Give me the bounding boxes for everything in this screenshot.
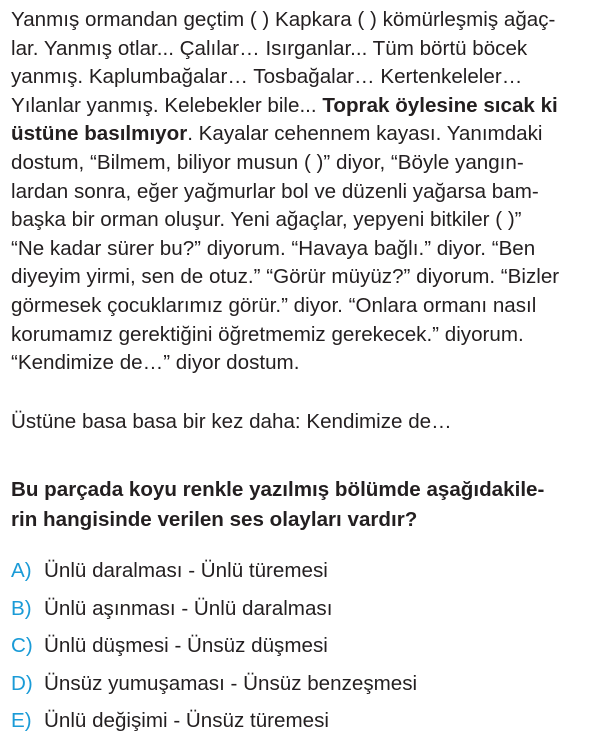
option-text: Ünlü daralması - Ünlü türemesi [44, 559, 328, 582]
passage-text: “Kendimize de…” diyor dostum. [11, 351, 300, 375]
passage-text: “Ne kadar sürer bu?” diyorum. “Havaya bağlı.” diyor. “Ben [11, 236, 536, 260]
passage-line [11, 63, 601, 92]
question-stem [11, 475, 544, 535]
passage-text: lardan sonra, eğer yağmurlar bol ve düzenli yağarsa bam- [11, 179, 539, 203]
passage-line [11, 6, 601, 35]
reading-passage [11, 6, 601, 378]
option-e[interactable] [11, 706, 417, 744]
passage-text: yanmış. Kaplumbağalar… Tosbağalar… Kertenkeleler… [11, 65, 523, 89]
option-letter: B) [11, 596, 32, 620]
passage-line [11, 263, 601, 292]
passage-text: dostum, “Bilmem, biliyor musun ( )” diyor, “Böyle yangın- [11, 150, 524, 174]
passage-line [11, 349, 601, 378]
option-letter: D) [11, 671, 33, 695]
passage-text: Yanmış ormandan geçtim ( ) Kapkara ( ) kömürleşmiş ağaç- [11, 8, 556, 31]
question-line: rin hangisinde verilen ses olayları vardır? [11, 508, 418, 531]
option-d[interactable] [11, 669, 417, 707]
option-text: Ünlü değişimi - Ünsüz türemesi [44, 709, 329, 732]
answer-options [11, 556, 417, 744]
passage-line [11, 321, 601, 350]
passage-text: . Kayalar cehennem kayası. Yanımdaki [187, 122, 543, 146]
passage-text: diyeyim yirmi, sen de otuz.” “Görür müyüz?” diyorum. “Bizler [11, 265, 560, 289]
passage-line [11, 92, 601, 121]
passage-text: başka bir orman oluşur. Yeni ağaçlar, yepyeni bitkiler ( )” [11, 208, 522, 232]
option-text: Ünlü aşınması - Ünlü daralması [44, 596, 333, 620]
bold-phrase: üstüne basılmıyor [11, 122, 188, 146]
option-letter: C) [11, 634, 33, 657]
passage-line [11, 120, 601, 149]
passage-text: görmesek çocuklarımız görür.” diyor. “Onlara ormanı nasıl [11, 293, 537, 317]
passage-line [11, 292, 601, 321]
option-letter: A) [11, 559, 32, 582]
option-text: Ünsüz yumuşaması - Ünsüz benzeşmesi [44, 671, 418, 695]
option-a[interactable] [11, 556, 417, 594]
option-letter: E) [11, 709, 32, 732]
option-text: Ünlü düşmesi - Ünsüz düşmesi [44, 634, 328, 657]
passage-text: lar. Yanmış otlar... Çalılar… Isırganlar... Tüm börtü böcek [11, 36, 528, 60]
option-c[interactable] [11, 631, 417, 669]
option-b[interactable] [11, 594, 417, 632]
question-line: Bu parçada koyu renkle yazılmış bölümde aşağıdakile- [11, 478, 545, 501]
passage-line [11, 35, 601, 64]
passage-text: Yılanlar yanmış. Kelebekler bile... [11, 93, 323, 117]
passage-line [11, 149, 601, 178]
bold-phrase: Toprak öylesine sıcak ki [322, 93, 558, 117]
passage-line [11, 235, 601, 264]
passage-line [11, 178, 601, 207]
passage-line [11, 206, 601, 235]
passage-closing-line: Üstüne basa basa bir kez daha: Kendimize de… [11, 410, 452, 433]
passage-text: korumamız gerektiğini öğretmemiz gerekecek.” diyorum. [11, 322, 524, 346]
